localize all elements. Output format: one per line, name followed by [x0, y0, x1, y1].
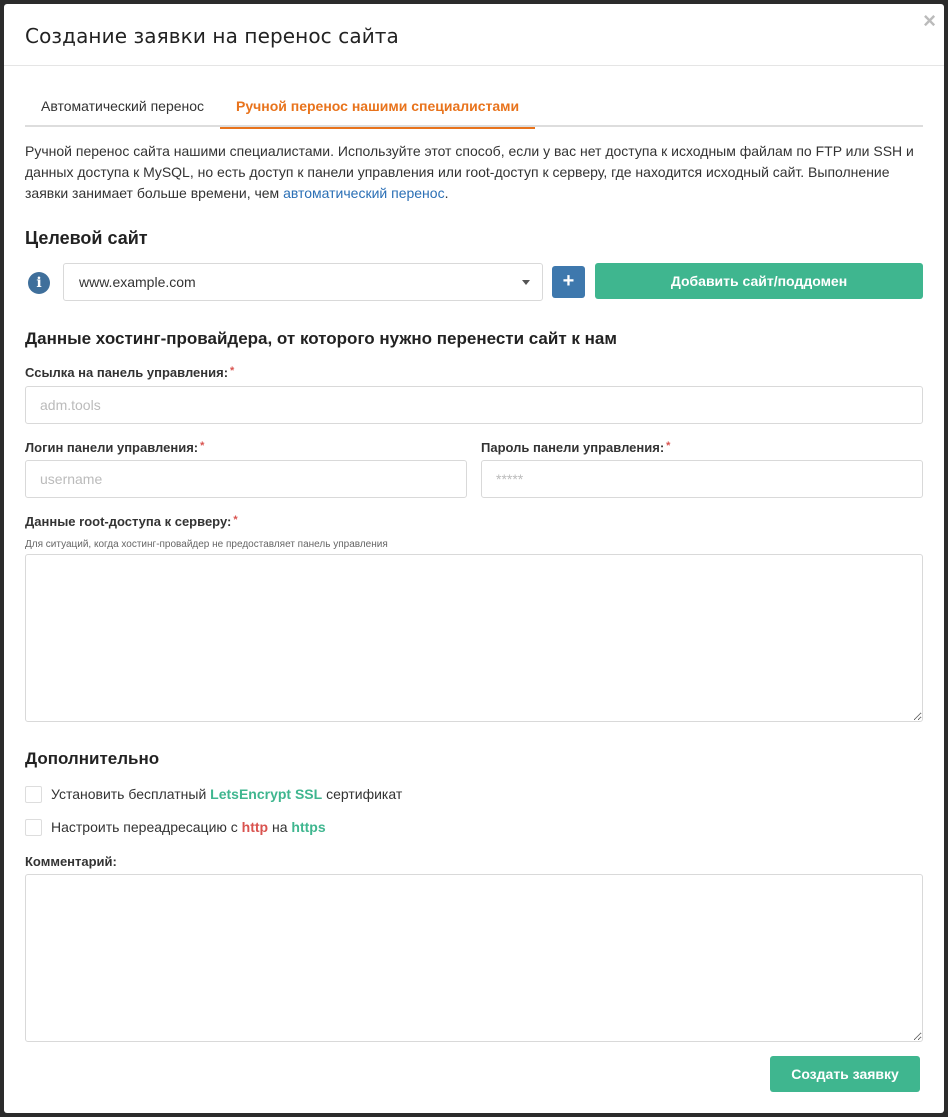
required-mark: *: [666, 440, 671, 452]
password-input[interactable]: [481, 460, 923, 498]
root-access-hint: Для ситуаций, когда хостинг-провайдер не предоставляет панель управления: [25, 539, 388, 550]
description: [25, 141, 925, 204]
redirect-middle: на: [268, 819, 292, 835]
comment-label: Комментарий:: [25, 854, 117, 869]
modal-title: Создание заявки на перенос сайта: [25, 24, 399, 48]
transfer-request-modal: [4, 4, 944, 1113]
ssl-highlight: LetsEncrypt SSL: [210, 786, 323, 802]
required-mark: *: [200, 440, 205, 452]
panel-url-input[interactable]: [25, 386, 923, 424]
target-site-heading: Целевой сайт: [25, 228, 148, 248]
redirect-to: https: [291, 819, 326, 835]
tab-manual-transfer[interactable]: Ручной перенос нашими специалистами: [220, 88, 535, 129]
automatic-transfer-link[interactable]: автоматический перенос: [283, 185, 445, 201]
modal-header: [4, 4, 944, 66]
submit-button[interactable]: Создать заявку: [770, 1056, 920, 1092]
info-icon[interactable]: i: [28, 272, 50, 294]
required-mark: *: [233, 514, 238, 526]
password-label: [481, 440, 670, 455]
panel-url-label: [25, 365, 234, 380]
description-text: Ручной перенос сайта нашими специалистами. Используйте этот способ, если у вас нет доступа к исходным файлам по FTP или SSH и данных доступа к MySQL, но есть доступ к панели управления или root-доступ к серверу, где находится исходный сайт. Выполнение заявки занимает больше времени, чем: [25, 143, 914, 201]
password-label-text: Пароль панели управления:: [481, 440, 665, 455]
close-icon[interactable]: ×: [923, 8, 936, 33]
root-access-label: [25, 514, 238, 529]
redirect-prefix: Настроить переадресацию с: [51, 819, 242, 835]
target-site-select[interactable]: [63, 263, 543, 301]
description-suffix: .: [444, 185, 449, 201]
root-access-textarea[interactable]: [25, 554, 923, 722]
ssl-checkbox[interactable]: [25, 786, 42, 803]
plus-button[interactable]: +: [552, 266, 585, 298]
ssl-option-label: [51, 786, 402, 802]
chevron-down-icon: [522, 280, 530, 285]
ssl-suffix: сертификат: [322, 786, 403, 802]
redirect-checkbox[interactable]: [25, 819, 42, 836]
ssl-prefix: Установить бесплатный: [51, 786, 211, 802]
hosting-heading: Данные хостинг-провайдера, от которого нужно перенести сайт к нам: [25, 329, 617, 348]
add-site-button[interactable]: Добавить сайт/поддомен: [595, 263, 923, 299]
tab-automatic-transfer[interactable]: Автоматический перенос: [41, 98, 205, 114]
extra-heading: Дополнительно: [25, 749, 160, 768]
target-site-selected: www.example.com: [79, 274, 196, 290]
redirect-option-label: [51, 819, 326, 835]
root-access-label-text: Данные root-доступа к серверу:: [25, 514, 232, 529]
panel-url-label-text: Ссылка на панель управления:: [25, 365, 229, 380]
comment-textarea[interactable]: [25, 874, 923, 1042]
required-mark: *: [230, 365, 235, 377]
tabs: [25, 88, 923, 127]
login-label: [25, 440, 204, 455]
login-label-text: Логин панели управления:: [25, 440, 199, 455]
login-input[interactable]: [25, 460, 467, 498]
redirect-from: http: [241, 819, 269, 835]
